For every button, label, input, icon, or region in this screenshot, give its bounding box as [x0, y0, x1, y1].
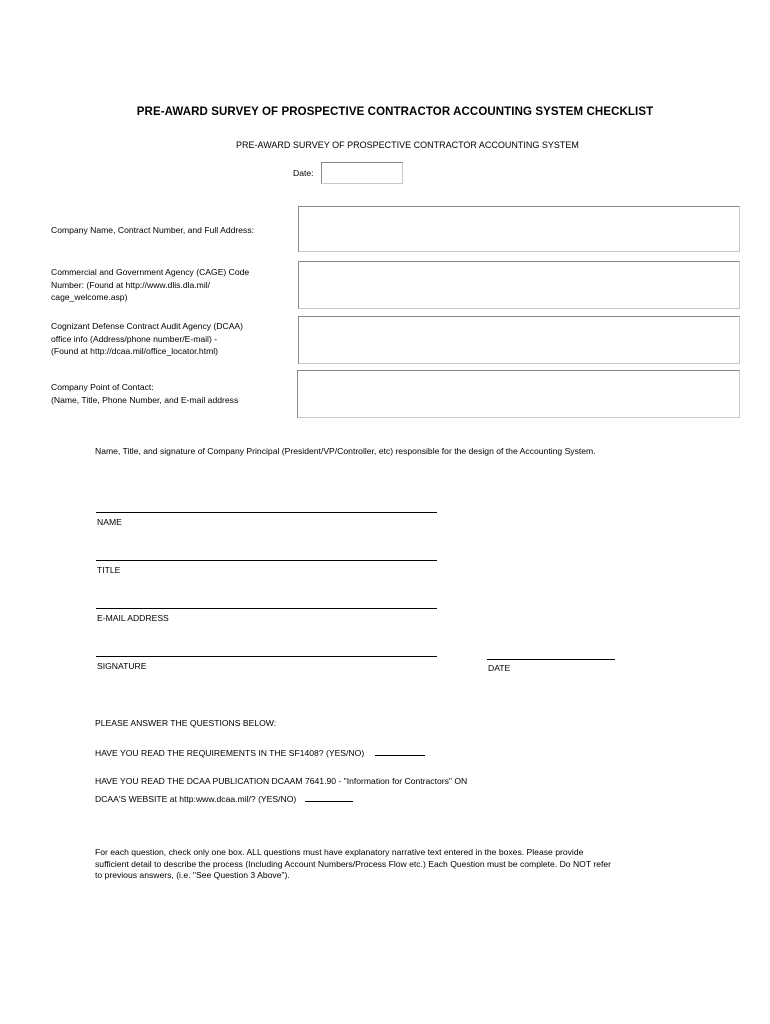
question-2-text: DCAA'S WEBSITE at http:www.dcaa.mil/? (YES/NO): [95, 794, 297, 804]
contact-label-line1: Company Point of Contact:: [51, 382, 154, 392]
dcaa-label-line3: (Found at http://dcaa.mil/office_locator.html): [51, 346, 219, 356]
signature-line[interactable]: [96, 656, 437, 657]
date-label: Date:: [293, 168, 314, 178]
name-line[interactable]: [96, 512, 437, 513]
date-sign-label: DATE: [488, 663, 511, 673]
email-line[interactable]: [96, 608, 437, 609]
cage-label-line2: Number: (Found at http://www.dlis.dla.mil/: [51, 279, 211, 290]
cage-label: [51, 266, 296, 304]
company-field[interactable]: [298, 206, 740, 252]
principal-instruction: Name, Title, and signature of Company Principal (President/VP/Controller, etc) responsible for the design of the Accounting System.: [95, 446, 596, 456]
contact-label-line2: (Name, Title, Phone Number, and E-mail address: [51, 394, 239, 405]
date-sign-line[interactable]: [487, 659, 615, 660]
question-2-line1: HAVE YOU READ THE DCAA PUBLICATION DCAAM 7641.90 - "Information for Contractors" ON: [95, 776, 468, 786]
document-title: PRE-AWARD SURVEY OF PROSPECTIVE CONTRACTOR ACCOUNTING SYSTEM CHECKLIST: [136, 106, 654, 118]
question-1-answer[interactable]: [375, 755, 425, 756]
title-label: TITLE: [97, 565, 121, 575]
title-line[interactable]: [96, 560, 437, 561]
question-2: [95, 793, 353, 805]
question-2-answer[interactable]: [305, 801, 353, 802]
cage-label-line1: Commercial and Government Agency (CAGE) Code: [51, 267, 250, 277]
dcaa-label-line1: Cognizant Defense Contract Audit Agency (DCAA): [51, 321, 244, 331]
question-1-text: HAVE YOU READ THE REQUIREMENTS IN THE SF1408? (YES/NO): [95, 748, 365, 758]
instructions-line1: For each question, check only one box. ALL questions must have explanatory narrative text entered in the boxes. Please provide: [95, 847, 584, 857]
questions-heading: PLEASE ANSWER THE QUESTIONS BELOW:: [95, 718, 277, 728]
document-subtitle: PRE-AWARD SURVEY OF PROSPECTIVE CONTRACTOR ACCOUNTING SYSTEM: [236, 140, 579, 150]
company-label: Company Name, Contract Number, and Full Address:: [51, 225, 254, 235]
instructions-line2: sufficient detail to describe the process (Including Account Numbers/Process Flow etc.) Each Question must be complete. Do NOT refer: [95, 858, 612, 869]
email-label: E-MAIL ADDRESS: [97, 613, 169, 623]
contact-field[interactable]: [297, 370, 740, 418]
cage-field[interactable]: [298, 261, 740, 309]
dcaa-label-line2: office info (Address/phone number/E-mail) -: [51, 333, 218, 344]
signature-label: SIGNATURE: [97, 661, 147, 671]
question-1: [95, 747, 425, 759]
instructions-line3: to previous answers, (i.e. "See Question 3 Above").: [95, 870, 290, 880]
name-label: NAME: [97, 517, 122, 527]
instructions: [95, 847, 755, 882]
cage-label-line3: cage_welcome.asp): [51, 292, 128, 302]
contact-label: [51, 381, 296, 406]
date-field[interactable]: [321, 162, 403, 184]
dcaa-label: [51, 320, 296, 358]
dcaa-field[interactable]: [298, 316, 740, 364]
